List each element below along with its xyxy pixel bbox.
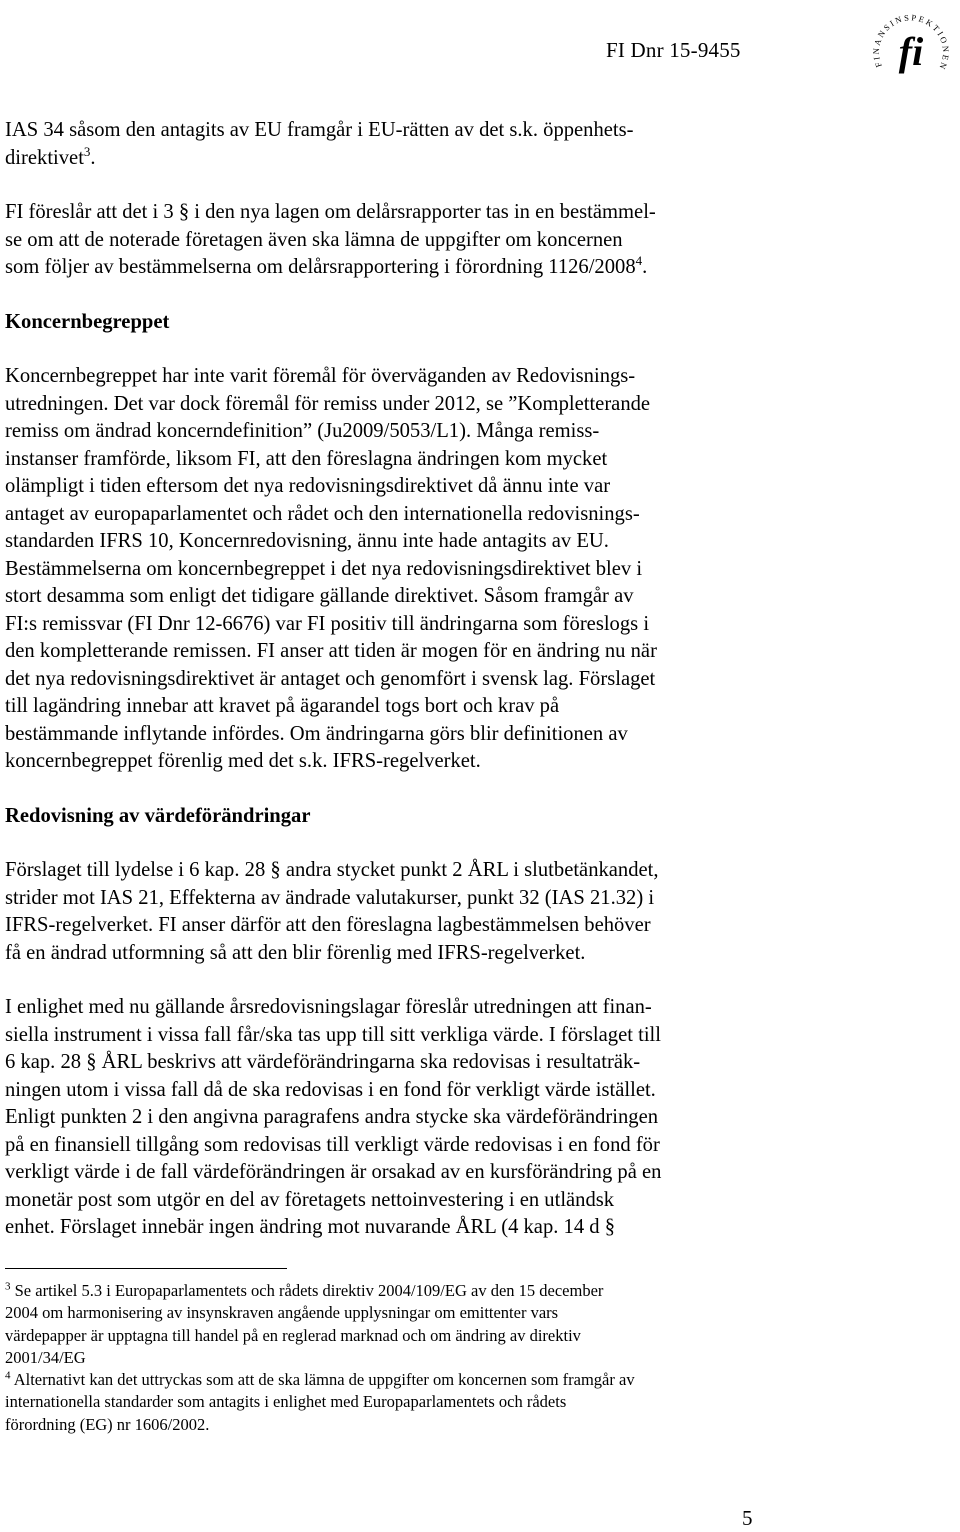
- text-line: monetär post som utgör en del av företagets nettoinvestering i en utländsk: [5, 1188, 615, 1211]
- text-line: direktivet$^3$.: [5, 143, 96, 169]
- paragraph-arsredovisningslagar: [5, 994, 757, 1242]
- paragraph-delarsrapporter: [5, 199, 757, 282]
- text-line: FI:s remissvar (FI Dnr 12-6676) var FI positiv till ändringarna som föreslogs i: [5, 612, 650, 635]
- text-line: remiss om ändrad koncerndefinition” (Ju2009/5053/L1). Många remiss-: [5, 420, 600, 442]
- footnote-separator: [5, 1268, 287, 1269]
- text-line: det nya redovisningsdirektivet är antaget och genomfört i svensk lag. Förslaget: [5, 667, 656, 690]
- text-line: som följer av bestämmelserna om delårsrapportering i förordning 1126/2008$^4$.: [5, 253, 648, 278]
- text-line: internationella standarder som antagits i enlighet med Europaparlamentets och rådets: [5, 1392, 567, 1412]
- text-line: ningen utom i vissa fall då de ska redovisas i en fond för verkligt värde istället.: [5, 1078, 656, 1101]
- text-line: förordning (EG) nr 1606/2002.: [5, 1414, 210, 1434]
- footnote-ref-4[interactable]: 4: [635, 253, 643, 269]
- text-line: antaget av europaparlamentet och rådet och den internationella redovisnings-: [5, 502, 640, 525]
- text-line: värdepapper är upptagna till handel på en reglerad marknad och om ändring av direktiv: [5, 1325, 581, 1345]
- text-line: IFRS-regelverket. FI anser därför att den föreslagna lagbestämmelsen behöver: [5, 914, 651, 936]
- text-line: verkligt värde i de fall värdeförändringen är orsakad av en kursförändring på en: [5, 1161, 662, 1183]
- footnotes: [5, 1280, 765, 1436]
- footnote-4: [5, 1369, 765, 1436]
- text-line: se om att de noterade företagen även ska lämna de uppgifter om koncernen: [5, 228, 623, 251]
- paragraph-forslaget: [5, 857, 757, 967]
- footnote-3: [5, 1280, 765, 1369]
- text-line: 2001/34/EG: [5, 1347, 86, 1367]
- text-line: på en finansiell tillgång som redovisas till verkligt värde redovisas i en fond för: [5, 1133, 660, 1156]
- text-line: standarden IFRS 10, Koncernredovisning, ännu inte hade antagits av EU.: [5, 530, 609, 552]
- text-line: få en ändrad utformning så att den blir förenlig med IFRS-regelverket.: [5, 941, 586, 964]
- text-line: enhet. Förslaget innebär ingen ändring mot nuvarande ÅRL (4 kap. 14 d §: [5, 1216, 616, 1238]
- text-line: FI föreslår att det i 3 § i den nya lagen om delårsrapporter tas in en bestämmel-: [5, 201, 656, 223]
- text-line: instanser framförde, liksom FI, att den föreslagna ändringen kom mycket: [5, 447, 608, 470]
- text-line: Bestämmelserna om koncernbegreppet i det nya redovisningsdirektivet blev i: [5, 557, 643, 580]
- document-reference-number: FI Dnr 15-9455: [606, 38, 741, 62]
- footnote-number: 4: [5, 1369, 11, 1382]
- text-line: till lagändring innebar att kravet på ägarandel togs bort och krav på: [5, 695, 560, 717]
- text-line: 2004 om harmonisering av insynskraven angående upplysningar om emittenter vars: [5, 1303, 559, 1323]
- text-line: $^4$ Alternativt kan det uttryckas som att de ska lämna de uppgifter om koncernen som framgår av: [5, 1369, 635, 1390]
- text-line: koncernbegreppet förenlig med det s.k. IFRS-regelverket.: [5, 750, 481, 772]
- text-line: olämpligt i tiden eftersom det nya redovisningsdirektivet då ännu inte var: [5, 475, 611, 497]
- heading-koncernbegreppet: Koncernbegreppet: [5, 310, 170, 333]
- text-line: IAS 34 såsom den antagits av EU framgår i EU-rätten av det s.k. öppenhets-: [5, 119, 634, 141]
- text-line: utredningen. Det var dock föremål för remiss under 2012, se ”Kompletterande: [5, 392, 651, 415]
- text-line: bestämmande inflytande infördes. Om ändringarna görs blir definitionen av: [5, 722, 628, 745]
- footnote-number: 3: [5, 1280, 11, 1293]
- heading-redovisning-av-vardeforandringar: Redovisning av värdeförändringar: [5, 804, 311, 827]
- svg-text:FINANSINSPEKTIONEN: FINANSINSPEKTIONEN: [870, 12, 952, 73]
- text-line: siella instrument i vissa fall får/ska tas upp till sitt verkliga värde. I förslaget till: [5, 1023, 661, 1046]
- text-line: den kompletterande remissen. FI anser att tiden är mogen för en ändring nu när: [5, 640, 657, 662]
- text-line: $^3$ Se artikel 5.3 i Europaparlamentets och rådets direktiv 2004/109/EG av den 15 december: [5, 1280, 604, 1300]
- text-line: stort desamma som enligt det tidigare gällande direktivet. Såsom framgår av: [5, 585, 634, 607]
- svg-text:fi: fi: [898, 29, 924, 74]
- text-line: Koncernbegreppet har inte varit föremål för överväganden av Redovisnings-: [5, 365, 636, 387]
- paragraph-ias34: [5, 117, 757, 172]
- footnote-ref-3[interactable]: 3: [83, 143, 91, 159]
- text-line: Enligt punkten 2 i den angivna paragrafens andra stycke ska värdeförändringen: [5, 1106, 659, 1128]
- document-body: [5, 117, 757, 1242]
- paragraph-koncernbegreppet: [5, 363, 757, 776]
- fi-logo-icon: [866, 4, 956, 86]
- text-line: Förslaget till lydelse i 6 kap. 28 § andra stycket punkt 2 ÅRL i slutbetänkandet,: [5, 859, 659, 881]
- page-number: 5: [742, 1506, 753, 1530]
- text-line: I enlighet med nu gällande årsredovisningslagar föreslår utredningen att finan-: [5, 996, 652, 1018]
- text-line: strider mot IAS 21, Effekterna av ändrade valutakurser, punkt 32 (IAS 21.32) i: [5, 886, 655, 909]
- text-line: 6 kap. 28 § ÅRL beskrivs att värdeförändringarna ska redovisas i resultaträk-: [5, 1051, 641, 1073]
